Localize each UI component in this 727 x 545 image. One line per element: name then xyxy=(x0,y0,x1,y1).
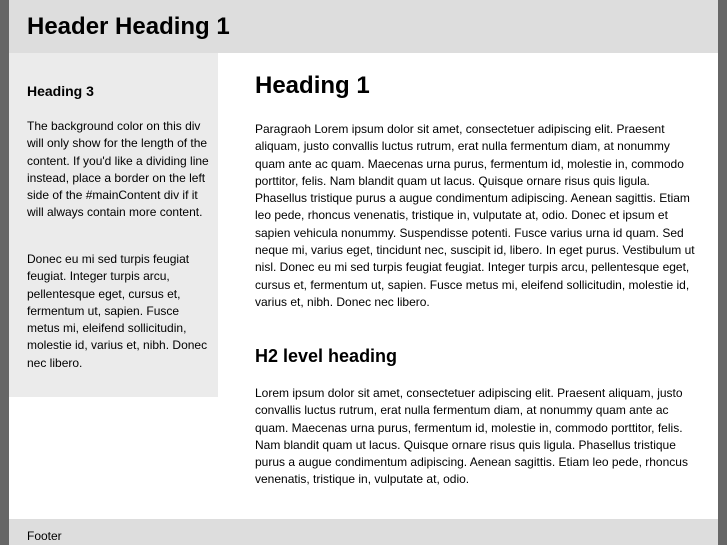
sidebar-paragraph: Donec eu mi sed turpis feugiat feugiat. Integer turpis arcu, pellentesque eget, cursus et, fermentum ut, sapien. Fusce metus mi, eleifend sollicitudin, molestie id, varius et, nibh. Donec nec libero. xyxy=(27,252,208,370)
main-subheading: H2 level heading xyxy=(255,346,398,366)
header xyxy=(9,0,718,53)
page-container xyxy=(9,0,718,545)
main-paragraph: Paragraoh Lorem ipsum dolor sit amet, consectetuer adipiscing elit. Praesent aliquam, justo convallis luctus rutrum, erat nulla fermentum diam, at nonummy quam ante ac quam. Maecenas urna purus, fermentum id, molestie in, commodo porttitor, felis. Nam blandit quam ut lacus. Quisque ornare risus quis ligula. Phasellus tristique purus a augue condimentum adipiscing. Aenean sagittis. Etiam leo pede, rhoncus venenatis, tristique in, vulputate at, odio. Donec et ipsum et sapien vehicula nonummy. Suspendisse potenti. Fusce varius urna id quam. Sed neque mi, varius eget, tincidunt nec, suscipit id, libero. In eget purus. Vestibulum ut nisl. Donec eu mi sed turpis feugiat feugiat. Integer turpis arcu, pellentesque eget, cursus et, fermentum ut, sapien. Fusce metus mi, eleifend sollicitudin, molestie id, varius et, nibh. Donec nec libero. xyxy=(255,122,695,309)
main-heading: Heading 1 xyxy=(255,72,370,99)
sidebar xyxy=(9,53,218,397)
sidebar-heading: Heading 3 xyxy=(27,83,94,99)
footer-text: Footer xyxy=(27,529,62,543)
main-paragraph: Lorem ipsum dolor sit amet, consectetuer adipiscing elit. Praesent aliquam, justo convallis luctus rutrum, erat nulla fermentum diam, at nonummy quam ante ac quam. Maecenas urna purus, fermentum id, molestie in, commodo porttitor, felis. Nam blandit quam ut lacus. Quisque ornare risus quis ligula. Phasellus tristique purus a augue condimentum adipiscing. Aenean sagittis. Etiam leo pede, rhoncus venenatis, tristique in, vulputate at, odio. xyxy=(255,386,688,487)
sidebar-paragraph: The background color on this div will only show for the length of the content. If you'd like a dividing line instead, place a border on the left side of the #mainContent div if it will always contain more content. xyxy=(27,119,209,220)
header-title: Header Heading 1 xyxy=(27,13,230,40)
footer xyxy=(9,519,718,545)
